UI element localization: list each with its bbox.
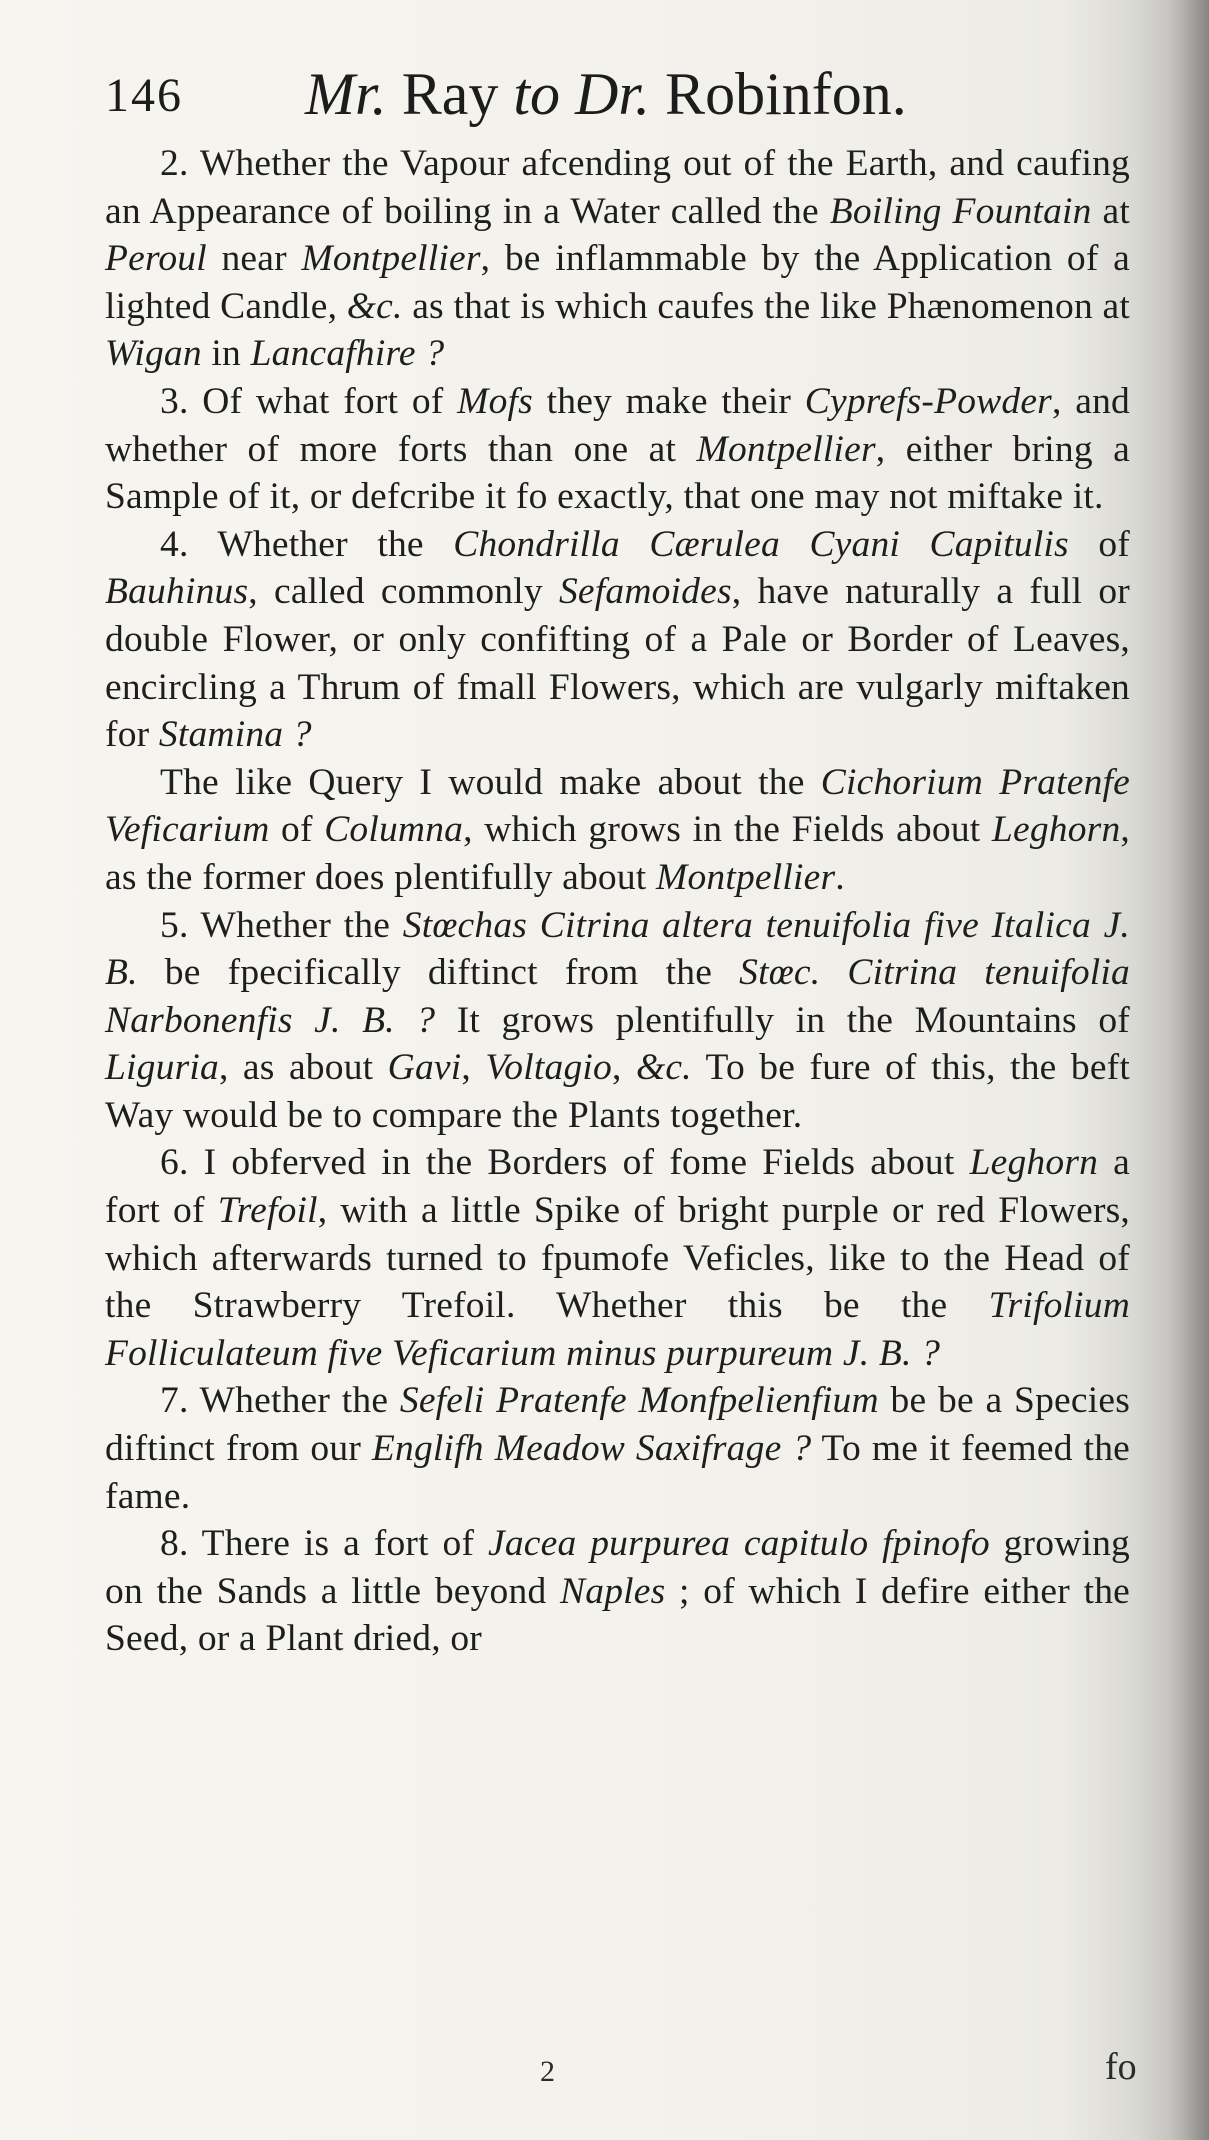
text-segment: be be a Species diftinct from our — [105, 1380, 1130, 1470]
running-head-author: Mr. — [305, 61, 387, 127]
text-segment: To be fure of this, the beft Way would be to compare the Plants together. — [105, 1047, 1130, 1136]
paragraph — [105, 1520, 1130, 1663]
italic-segment: Sefamoides — [558, 571, 732, 613]
text-segment: , as the former does plentifully about — [105, 809, 1130, 898]
running-head-recipient: Dr. — [575, 61, 651, 127]
paragraph — [105, 1139, 1130, 1377]
text-segment: , have naturally a full or double Flower, or only confifting of a Pale or Border of Leaves, encircling a Thrum of fmall Flowers, which are vulgarly miftaken for — [105, 571, 1130, 756]
text-segment: at — [1091, 190, 1130, 232]
italic-segment: Montpellier — [301, 238, 481, 280]
text-segment: The like Query I would make about the — [160, 761, 821, 803]
italic-segment: Voltagio — [485, 1047, 612, 1089]
text-segment: of — [269, 809, 325, 851]
text-segment: a fort of — [105, 1142, 1130, 1232]
running-head-to: to — [513, 61, 561, 127]
italic-segment: Lancafhire ? — [250, 333, 445, 375]
text-segment: ; of which I defire either the Seed, or a Plant dried, or — [105, 1570, 1130, 1660]
text-segment: It grows plentifully in the Mountains of — [435, 999, 1130, 1041]
text-segment: 8. There is a fort of — [160, 1523, 488, 1565]
text-segment: be fpecifically diftinct from the — [137, 952, 740, 994]
text-segment: of — [1068, 523, 1130, 565]
text-segment: 4. Whether the — [160, 523, 454, 565]
italic-segment: Columna — [324, 809, 464, 851]
text-segment: . — [835, 856, 845, 898]
italic-segment: Peroul — [105, 238, 207, 280]
italic-segment: Boiling Fountain — [829, 190, 1092, 232]
page-header — [105, 60, 1135, 140]
italic-segment: Chondrilla Cærulea Cyani Capitulis — [453, 523, 1069, 565]
paragraph — [105, 140, 1130, 378]
italic-segment: Liguria — [105, 1047, 219, 1089]
paragraph — [105, 902, 1130, 1140]
paragraph — [105, 759, 1130, 902]
running-head — [305, 60, 907, 129]
italic-segment: Leghorn — [969, 1142, 1099, 1184]
catchword: fo — [1105, 2046, 1137, 2088]
text-segment: as that is which caufes the like Phænomenon at — [402, 285, 1130, 327]
text-segment: , with a little Spike of bright purple or red Flowers, which afterwards turned to fpumofe Veficles, like to the Head of the Strawberry Trefoil. Whether this be the — [105, 1190, 1130, 1327]
running-head-name: Ray — [401, 61, 499, 127]
text-segment: To me it feemed the fame. — [105, 1428, 1130, 1517]
italic-segment: &c. — [346, 285, 403, 327]
italic-segment: Cichorium Pratenfe Veficarium — [105, 761, 1130, 851]
body-text — [105, 140, 1130, 1663]
text-segment: in — [201, 333, 251, 375]
italic-segment: Sefeli Pratenfe Monfpelienfium — [399, 1380, 879, 1422]
italic-segment: Englifh Meadow Saxifrage ? — [371, 1428, 812, 1470]
page-number: 146 — [105, 69, 183, 122]
italic-segment: Trifolium Folliculateum five Veficarium minus purpureum J. B. ? — [105, 1285, 1130, 1374]
signature-mark: 2 — [540, 2055, 555, 2088]
paragraph — [105, 378, 1130, 521]
text-segment: 7. Whether the — [160, 1380, 400, 1422]
italic-segment: Bauhinus — [105, 571, 249, 613]
italic-segment: Montpellier — [656, 856, 836, 898]
italic-segment: Naples — [560, 1570, 666, 1612]
text-segment: , be inflammable by the Application of a lighted Candle, — [105, 238, 1130, 327]
italic-segment: Jacea purpurea capitulo fpinofo — [487, 1523, 990, 1565]
text-segment: , either bring a Sample of it, or defcribe it fo exactly, that one may not miftake it. — [105, 428, 1130, 518]
italic-segment: Stamina ? — [158, 714, 312, 756]
text-segment: , which grows in the Fields about — [463, 809, 992, 851]
paragraph — [105, 521, 1130, 759]
italic-segment: &c. — [635, 1047, 692, 1089]
italic-segment: Mofs — [457, 380, 533, 422]
text-segment: , and whether of more forts than one at — [105, 380, 1130, 470]
text-segment: they make their — [532, 380, 805, 422]
text-segment: growing on the Sands a little beyond — [105, 1523, 1130, 1612]
text-segment: , — [611, 1047, 636, 1089]
text-segment: near — [206, 238, 302, 280]
italic-segment: Cyprefs-Powder — [804, 380, 1052, 422]
text-segment: 6. I obferved in the Borders of fome Fields about — [160, 1142, 970, 1184]
italic-segment: Leghorn — [991, 809, 1121, 851]
paragraph — [105, 1377, 1130, 1520]
text-segment: , called commonly — [248, 571, 559, 613]
italic-segment: Montpellier — [696, 428, 876, 470]
italic-segment: Wigan — [105, 333, 202, 375]
text-segment: 3. Of what fort of — [160, 380, 458, 422]
italic-segment: Stœchas Citrina altera tenuifolia five Italica J. B. — [105, 904, 1130, 994]
italic-segment: Gavi — [387, 1047, 462, 1089]
text-segment: 5. Whether the — [160, 904, 403, 946]
running-head-recipient-name: Robinfon. — [665, 61, 907, 127]
italic-segment: Trefoil — [217, 1190, 318, 1232]
text-segment: , — [461, 1047, 486, 1089]
text-segment: , as about — [218, 1047, 388, 1089]
text-segment: 2. Whether the Vapour afcending out of the Earth, and caufing an Appearance of boiling in a Water called the — [105, 143, 1130, 232]
italic-segment: Stœc. Citrina tenuifolia Narbonenfis J. B. ? — [105, 952, 1130, 1041]
